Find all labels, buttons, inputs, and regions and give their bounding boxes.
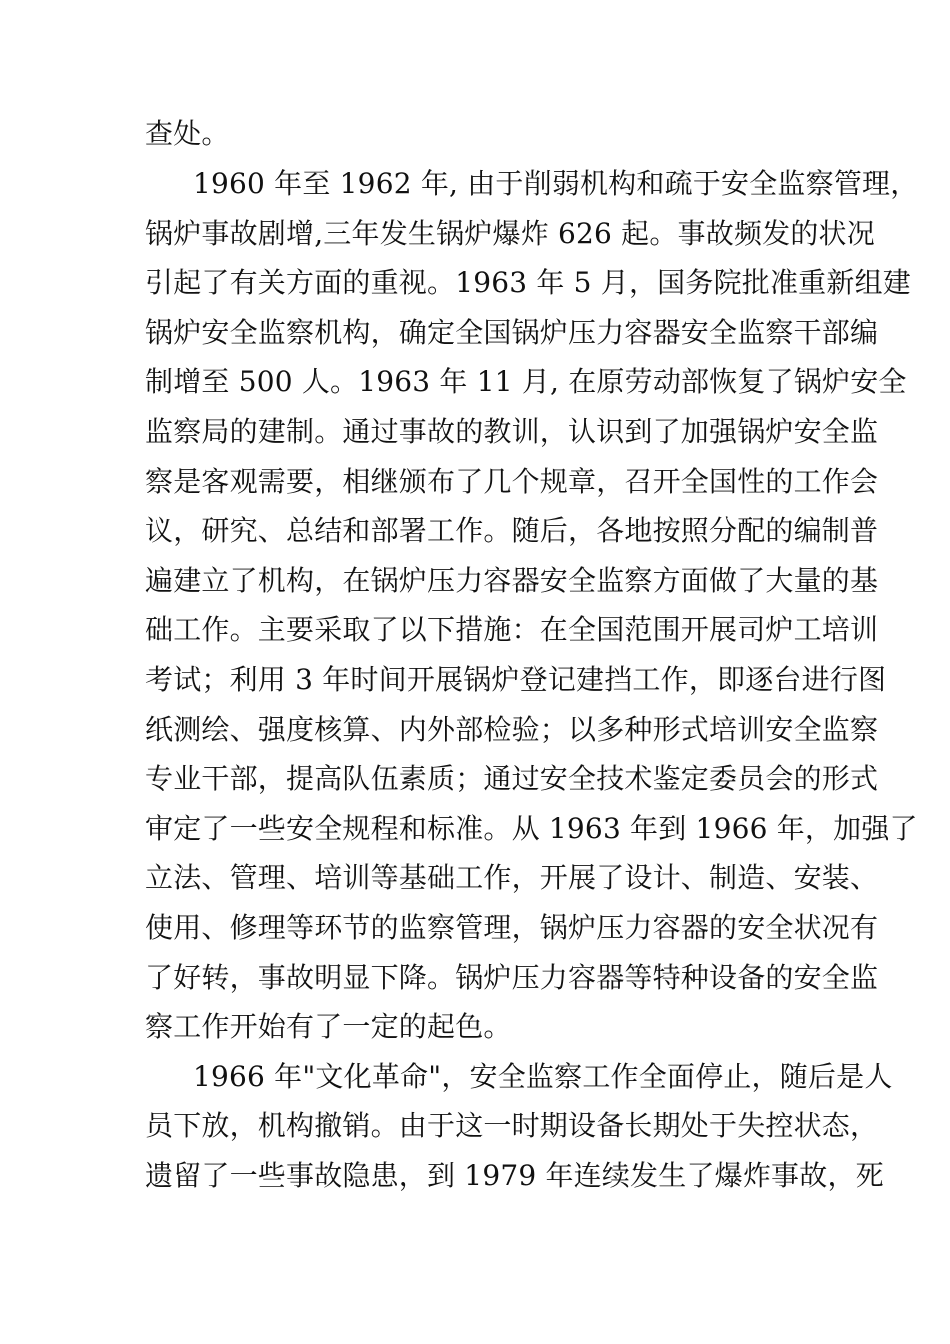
text-line: 制增至 500 人。1963 年 11 月, 在原劳动部恢复了锅炉安全 <box>145 365 907 398</box>
text-line: 察工作开始有了一定的起色。 <box>145 1010 512 1043</box>
text-line: 锅炉事故剧增,三年发生锅炉爆炸 626 起。事故频发的状况 <box>145 217 875 250</box>
text-line: 锅炉安全监察机构，确定全国锅炉压力容器安全监察干部编 <box>145 316 879 349</box>
text-line: 立法、管理、培训等基础工作，开展了设计、制造、安装、 <box>145 861 879 894</box>
paragraph-start-line: 1966 年"文化革命"，安全监察工作全面停止，随后是人 <box>193 1060 893 1093</box>
text-line: 议，研究、总结和部署工作。随后，各地按照分配的编制普 <box>145 514 879 547</box>
text-line: 了好转，事故明显下降。锅炉压力容器等特种设备的安全监 <box>145 961 879 994</box>
text-line: 础工作。主要采取了以下措施：在全国范围开展司炉工培训 <box>145 613 879 646</box>
text-line: 纸测绘、强度核算、内外部检验；以多种形式培训安全监察 <box>145 713 879 746</box>
text-line: 审定了一些安全规程和标准。从 1963 年到 1966 年，加强了 <box>145 812 918 845</box>
text-line: 引起了有关方面的重视。1963 年 5 月，国务院批准重新组建 <box>145 266 911 299</box>
text-line: 遍建立了机构，在锅炉压力容器安全监察方面做了大量的基 <box>145 564 879 597</box>
paragraph-start-line: 1960 年至 1962 年, 由于削弱机构和疏于安全监察管理， <box>193 167 919 200</box>
text-line: 查处。 <box>145 117 230 150</box>
text-line: 使用、修理等环节的监察管理，锅炉压力容器的安全状况有 <box>145 911 879 944</box>
text-line: 察是客观需要，相继颁布了几个规章，召开全国性的工作会 <box>145 465 879 498</box>
text-line: 监察局的建制。通过事故的教训，认识到了加强锅炉安全监 <box>145 415 879 448</box>
text-line: 员下放，机构撤销。由于这一时期设备长期处于失控状态， <box>145 1109 879 1142</box>
text-line: 专业干部，提高队伍素质；通过安全技术鉴定委员会的形式 <box>145 762 879 795</box>
text-line: 遗留了一些事故隐患，到 1979 年连续发生了爆炸事故，死 <box>145 1159 884 1192</box>
text-line: 考试；利用 3 年时间开展锅炉登记建挡工作，即逐台进行图 <box>145 663 887 696</box>
